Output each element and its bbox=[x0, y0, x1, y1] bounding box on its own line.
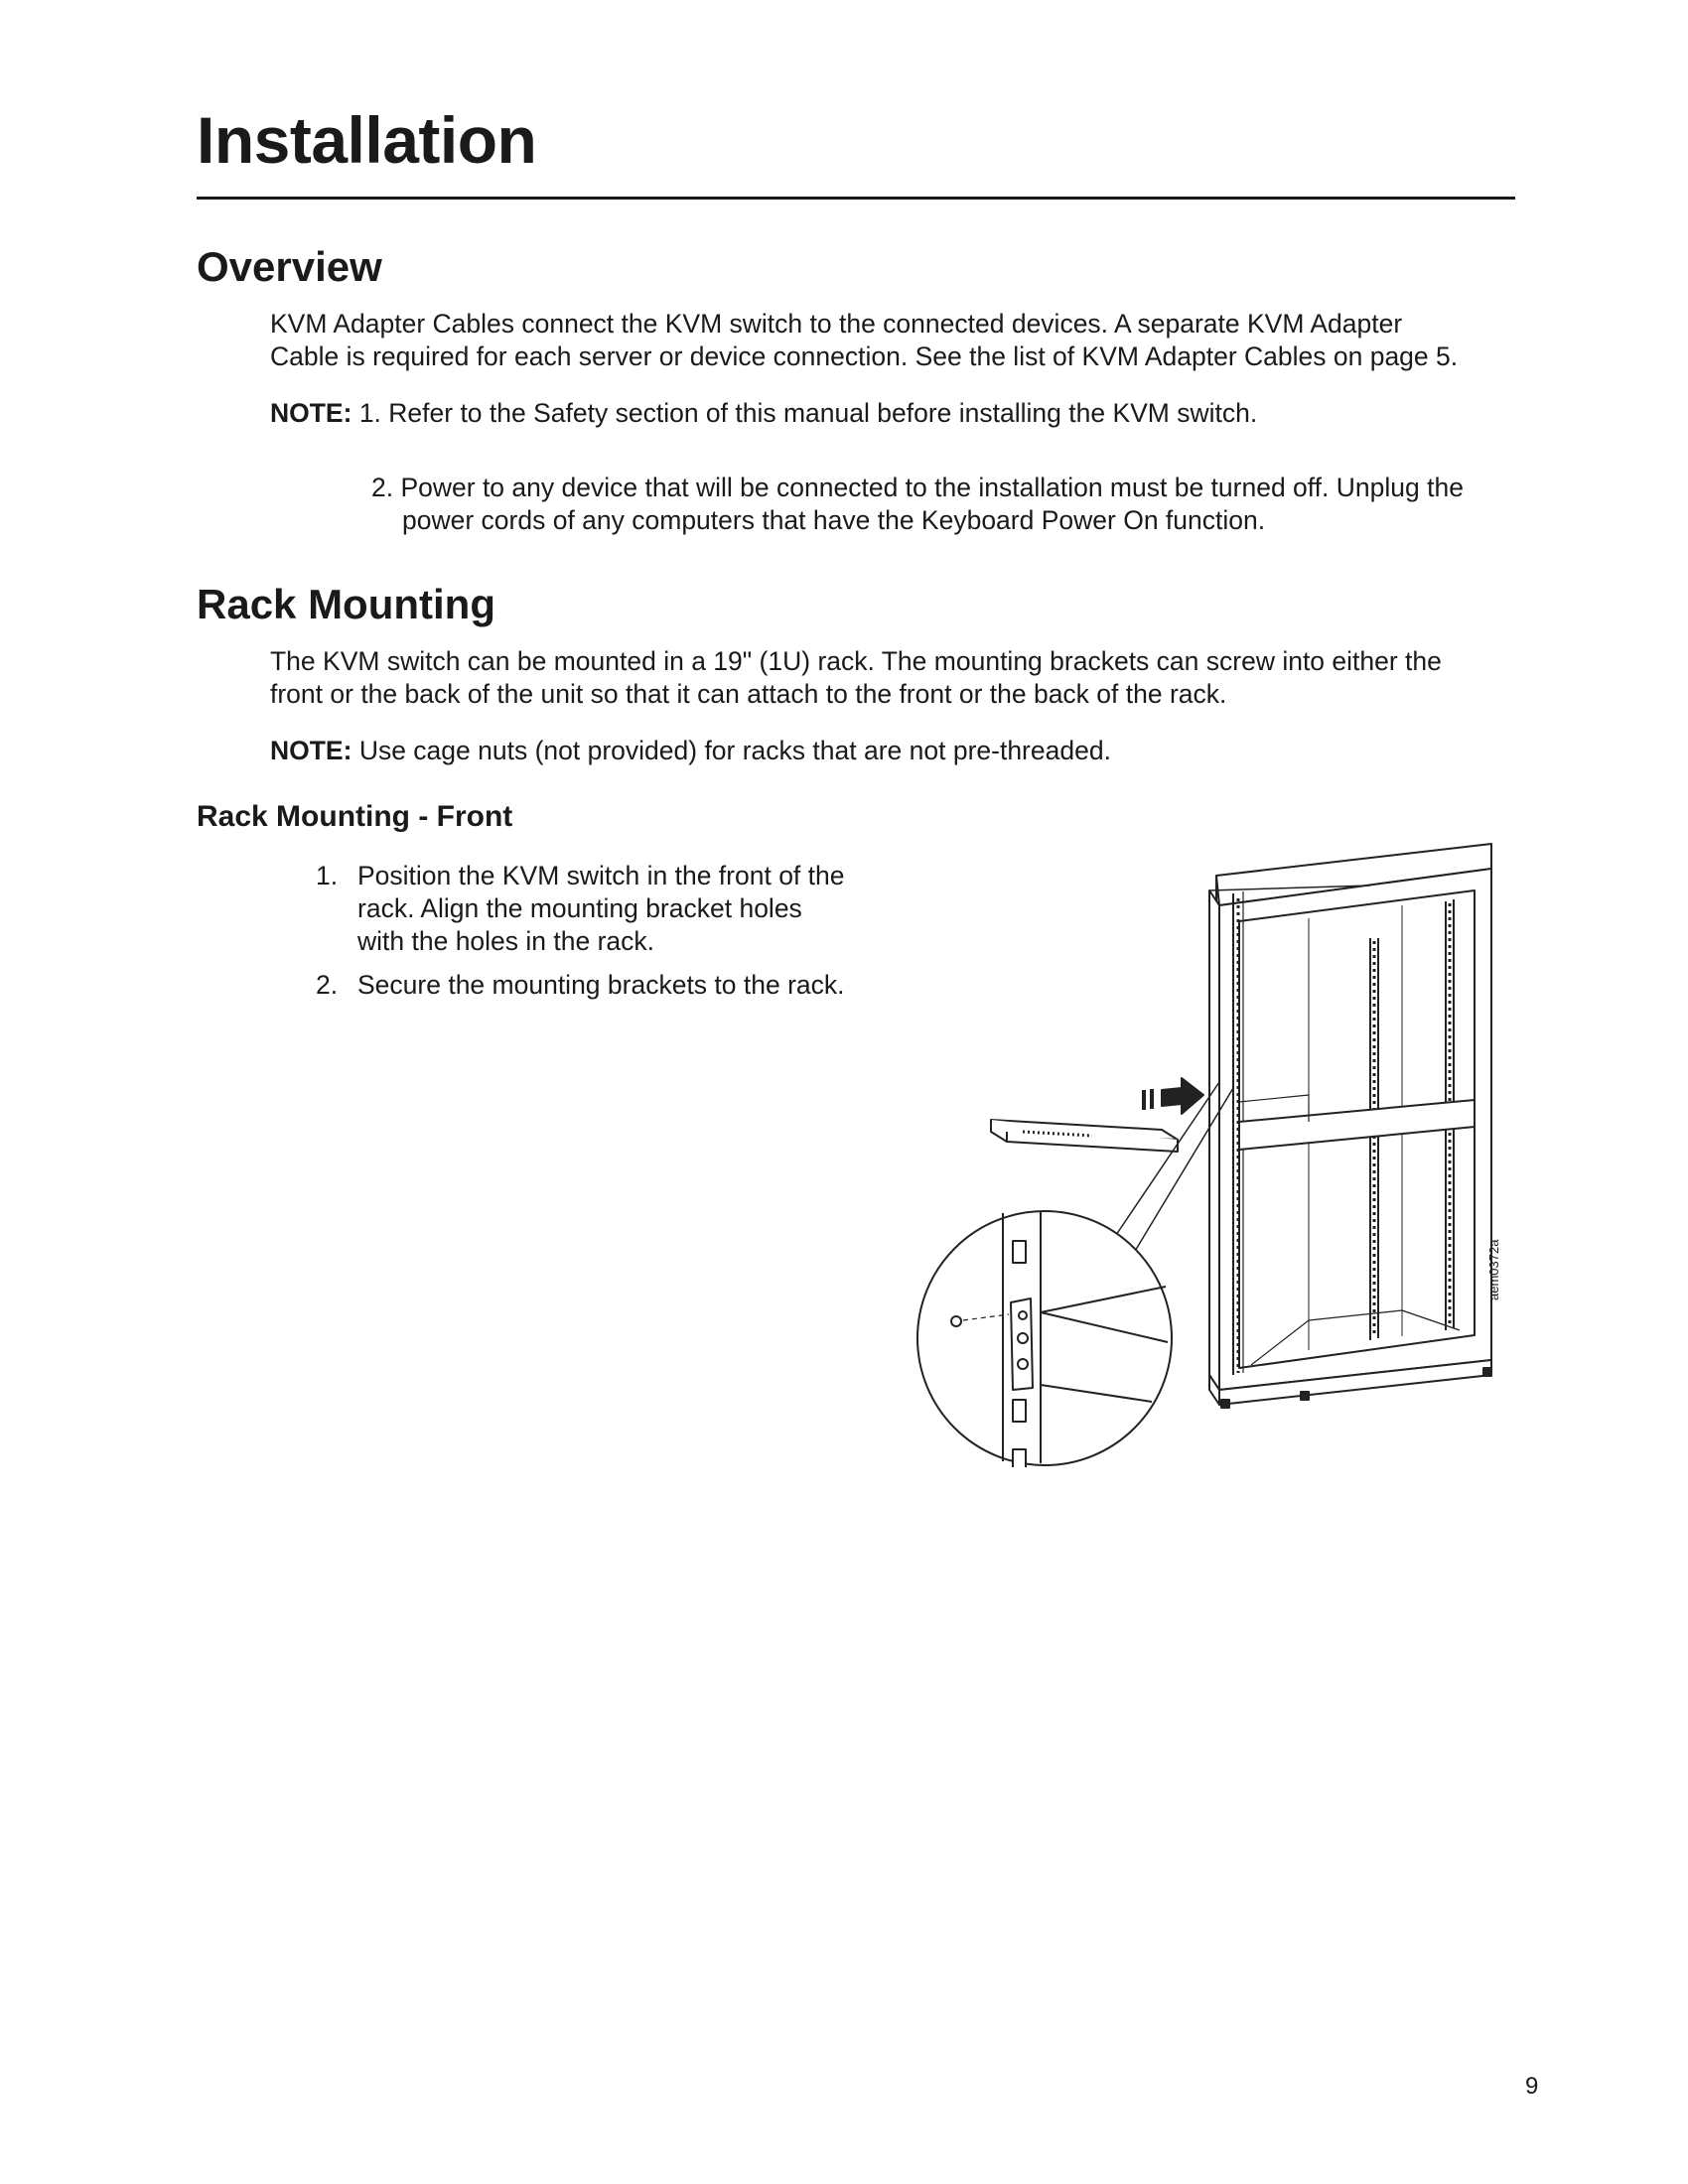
note-2-line1: 2. Power to any device that will be connected to the installation must be turned off. Unplug the bbox=[371, 473, 1464, 502]
page-number: 9 bbox=[1525, 2073, 1539, 2100]
note-label: NOTE: bbox=[270, 736, 352, 765]
step-number: 1. bbox=[316, 861, 339, 890]
rack-paragraph-line2: front or the back of the unit so that it can attach to the front or the back of the rack. bbox=[270, 679, 1227, 709]
note-label: NOTE: bbox=[270, 398, 352, 428]
overview-heading: Overview bbox=[197, 243, 382, 290]
page-title: Installation bbox=[197, 103, 537, 177]
rack-front-heading: Rack Mounting - Front bbox=[197, 800, 513, 833]
figure-code: aem0372a bbox=[1486, 1239, 1501, 1300]
overview-note-2 bbox=[371, 472, 1544, 537]
rack-paragraph-line1: The KVM switch can be mounted in a 19" (1U) rack. The mounting brackets can screw into either the bbox=[270, 646, 1442, 676]
step-2-line1: Secure the mounting brackets to the rack. bbox=[357, 970, 845, 1000]
rack-mounting-heading: Rack Mounting bbox=[197, 581, 495, 627]
rack-installation-illustration bbox=[904, 832, 1519, 1467]
step-1-line3: with the holes in the rack. bbox=[357, 926, 655, 956]
step-item bbox=[316, 860, 892, 958]
title-divider bbox=[197, 197, 1515, 200]
step-1-line2: rack. Align the mounting bracket holes bbox=[357, 893, 802, 923]
overview-paragraph bbox=[270, 308, 1458, 373]
step-item bbox=[316, 969, 892, 1002]
zoom-detail-circle bbox=[917, 1211, 1172, 1465]
note-1-text: 1. Refer to the Safety section of this manual before installing the KVM switch. bbox=[358, 398, 1258, 428]
rack-mounting-paragraph bbox=[270, 645, 1442, 711]
note-2-line2: power cords of any computers that have the Keyboard Power On function. bbox=[402, 505, 1266, 535]
overview-paragraph-line2: Cable is required for each server or device connection. See the list of KVM Adapter Cables on page 5. bbox=[270, 341, 1459, 371]
rack-mounting-note bbox=[270, 735, 1111, 767]
step-number: 2. bbox=[316, 970, 339, 1000]
installation-steps bbox=[316, 860, 892, 1013]
insert-arrow bbox=[1162, 1078, 1203, 1114]
overview-note-1 bbox=[270, 397, 1257, 430]
rack-side-panel bbox=[1209, 890, 1219, 1390]
screw bbox=[951, 1316, 961, 1326]
overview-paragraph-line1: KVM Adapter Cables connect the KVM switch to the connected devices. A separate KVM Adapter bbox=[270, 309, 1403, 339]
rack-note-text: Use cage nuts (not provided) for racks that are not pre-threaded. bbox=[358, 736, 1111, 765]
step-1-line1: Position the KVM switch in the front of the bbox=[357, 861, 845, 890]
